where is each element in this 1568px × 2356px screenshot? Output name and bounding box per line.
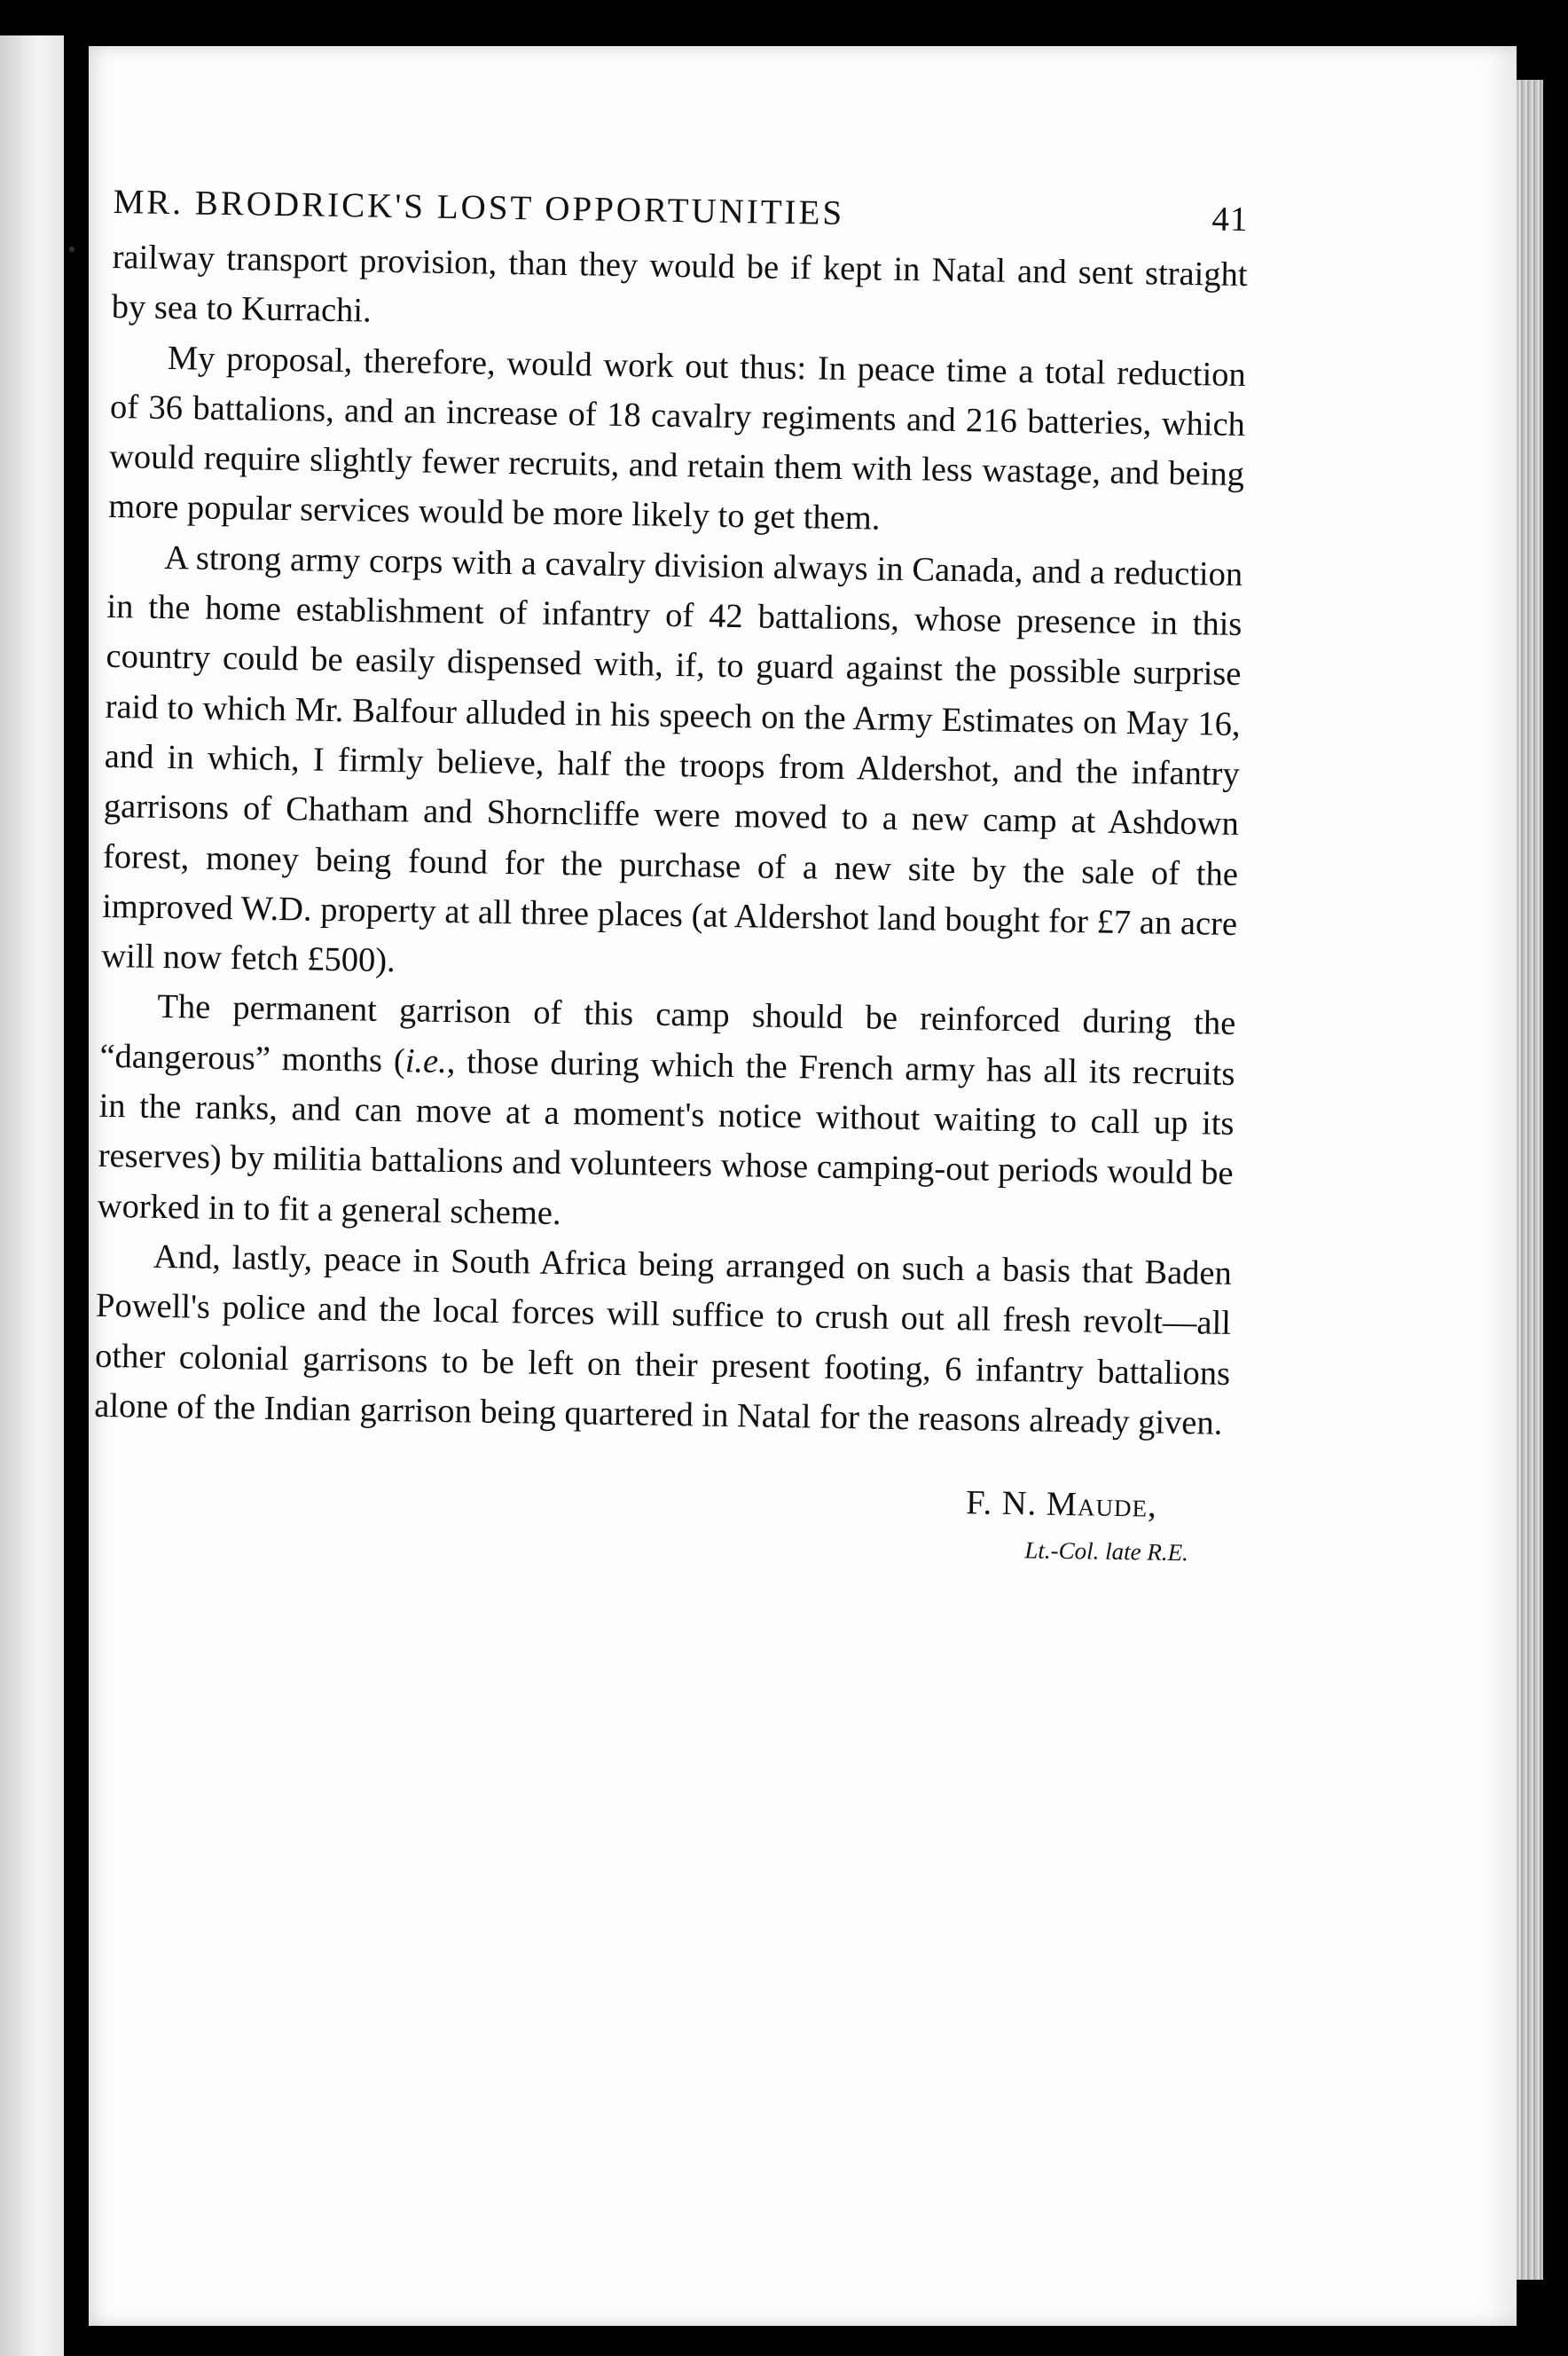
- running-head-title: MR. BRODRICK'S LOST OPPORTUNITIES: [113, 182, 845, 232]
- page-number: 41: [1211, 200, 1249, 240]
- facing-page-edge: [0, 35, 64, 2356]
- signature-block: [92, 1466, 1228, 1576]
- signature-initials: F. N.: [965, 1484, 1038, 1523]
- margin-mark: [69, 247, 74, 252]
- paragraph-3: A strong army corps with a cavalry division always in Canada, and a reduction in the home establishment of infantry of 42 battalions, whose presence in this country could be easily dispensed with, if, to guard against the possible surprise raid to which Mr. Balfour alluded in his speech on the Army Estimates on May 16, and in which, I firmly believe, half the troops from Aldershot, and the infantry garrisons of Chatham and Shorncliffe were moved to a new camp at Ashdown forest, money being found for the purchase of a new site by the sale of the improved W.D. property at all three places (at Aldershot land bought for £7 an acre will now fetch £500).: [100, 538, 1243, 980]
- paragraph-1: railway transport provision, than they would be if kept in Natal and sent straight by sea to Kurrachi.: [111, 238, 1248, 330]
- page-text-block: [92, 182, 1249, 1576]
- paragraph-5: And, lastly, peace in South Africa being arranged on such a basis that Baden Powell's police and the local forces will suffice to crush out all fresh revolt—all other colonial garrisons to be left on their present footing, 6 infantry battalions alone of the Indian garrison being quartered in Natal for the reasons already given.: [93, 1237, 1233, 1442]
- signature-surname: Maude,: [1046, 1485, 1158, 1525]
- paragraph-4-part-1: The permanent garrison of this camp should be reinforced during the “dangerous” months (: [99, 988, 1236, 1080]
- paragraph-4-italic: i.e.: [404, 1042, 448, 1080]
- paragraph-4-part-2: , those during which the French army has all its recruits in the ranks, and can move at a moment's notice without waiting to call up its reserves) by militia battalions and volunteers whose camping-out periods would be worked in to fit a general scheme.: [97, 1042, 1235, 1232]
- signature-rank: Lt.-Col. late R.E.: [1024, 1536, 1189, 1567]
- paragraph-4: [97, 981, 1235, 1249]
- background-edge: [1543, 0, 1568, 2356]
- paragraph-2: My proposal, therefore, would work out thus: In peace time a total reduction of 36 battalions, and an increase of 18 cavalry regiments and 216 batteries, which would require slightly fewer recruits, and retain them with less wastage, and being more popular services would be more likely to get them.: [107, 339, 1247, 538]
- book-gutter: [64, 0, 89, 2356]
